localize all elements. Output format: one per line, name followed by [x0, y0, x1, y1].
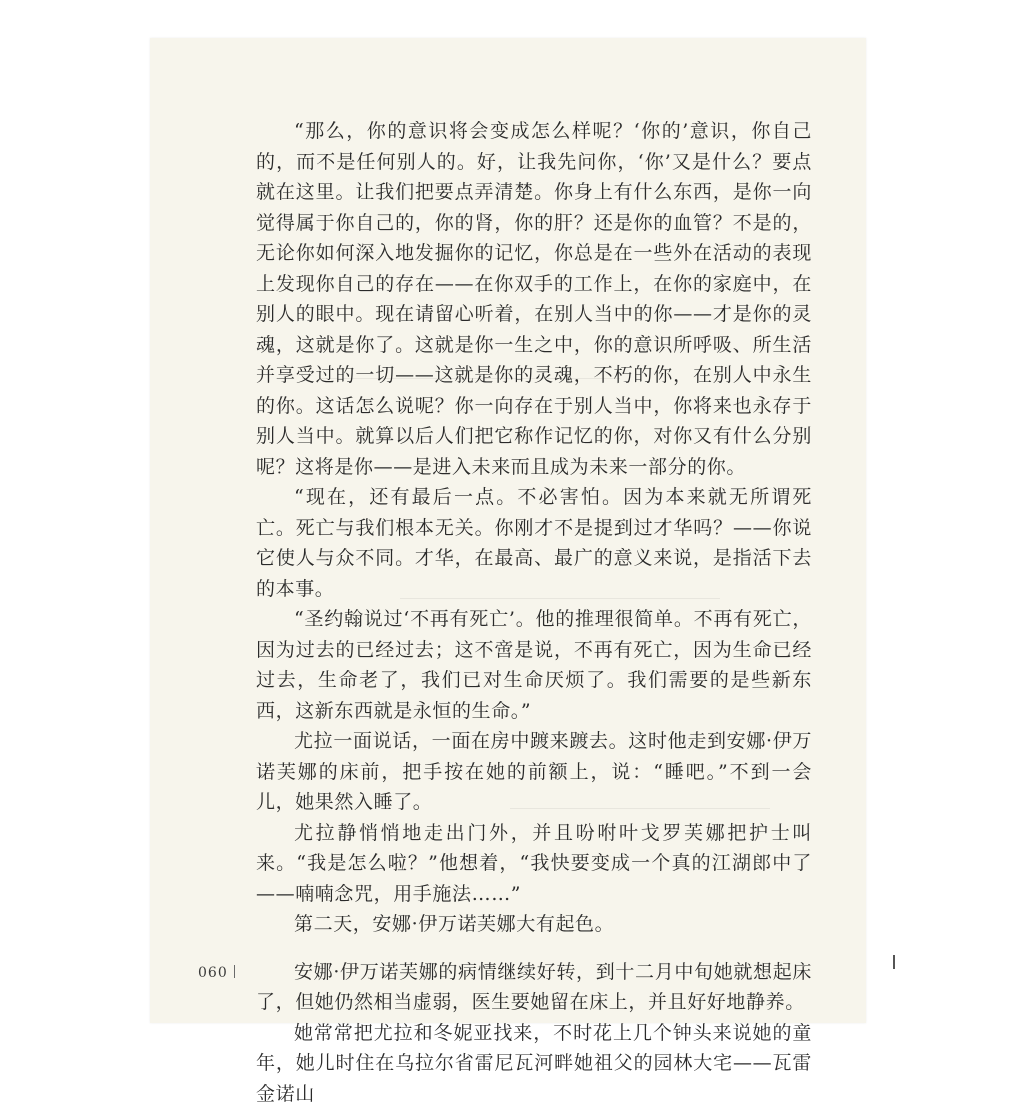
paragraph: “圣约翰说过‘不再有死亡’。他的推理很简单。不再有死亡，因为过去的已经过去；这不啻是说，不再有死亡，因为生命已经过去，生命老了，我们已对生命厌烦了。我们需要的是些新东西，这新东西就是永恒的生命。”: [256, 604, 812, 726]
paragraph: 尤拉静悄悄地走出门外，并且吩咐叶戈罗芙娜把护士叫来。“我是怎么啦？”他想着，“我快要变成一个真的江湖郎中了——喃喃念咒，用手施法……”: [256, 818, 812, 910]
paragraph: 尤拉一面说话，一面在房中踱来踱去。这时他走到安娜·伊万诺芙娜的床前，把手按在她的前额上，说：“睡吧。”不到一会儿，她果然入睡了。: [256, 726, 812, 818]
page-number: [198, 965, 235, 981]
paragraph: 安娜·伊万诺芙娜的病情继续好转，到十二月中旬她就想起床了，但她仍然相当虚弱，医生要她留在床上，并且好好地静养。: [256, 957, 812, 1018]
paragraph: 第二天，安娜·伊万诺芙娜大有起色。: [256, 909, 812, 940]
paragraph: 她常常把尤拉和冬妮亚找来，不时花上几个钟头来说她的童年，她儿时住在乌拉尔省雷尼瓦河畔她祖父的园林大宅——瓦雷金诺山: [256, 1018, 812, 1109]
paragraph: “那么，你的意识将会变成怎么样呢？‘你的’意识，你自己的，而不是任何别人的。好，让我先问你，‘你’又是什么？要点就在这里。让我们把要点弄清楚。你身上有什么东西，是你一向觉得属于你自己的，你的肾，你的肝？还是你的血管？不是的，无论你如何深入地发掘你的记忆，你总是在一些外在活动的表现上发现你自己的存在——在你双手的工作上，在你的家庭中，在别人的眼中。现在请留心听着，在别人当中的你——才是你的灵魂，这就是你了。这就是你一生之中，你的意识所呼吸、所生活并享受过的一切——这就是你的灵魂，不朽的你，在别人中永生的你。这话怎么说呢？你一向存在于别人当中，你将来也永存于别人当中。就算以后人们把它称作记忆的你，对你又有什么分别呢？这将是你——是进入未来而且成为未来一部分的你。: [256, 116, 812, 482]
page-number-text: 060: [198, 965, 228, 981]
edge-mark: [893, 955, 895, 969]
body-text: [256, 116, 812, 1109]
paragraph: “现在，还有最后一点。不必害怕。因为本来就无所谓死亡。死亡与我们根本无关。你刚才不是提到过才华吗？——你说它使人与众不同。才华，在最高、最广的意义来说，是指活下去的本事。: [256, 482, 812, 604]
folio-divider: [234, 965, 235, 978]
